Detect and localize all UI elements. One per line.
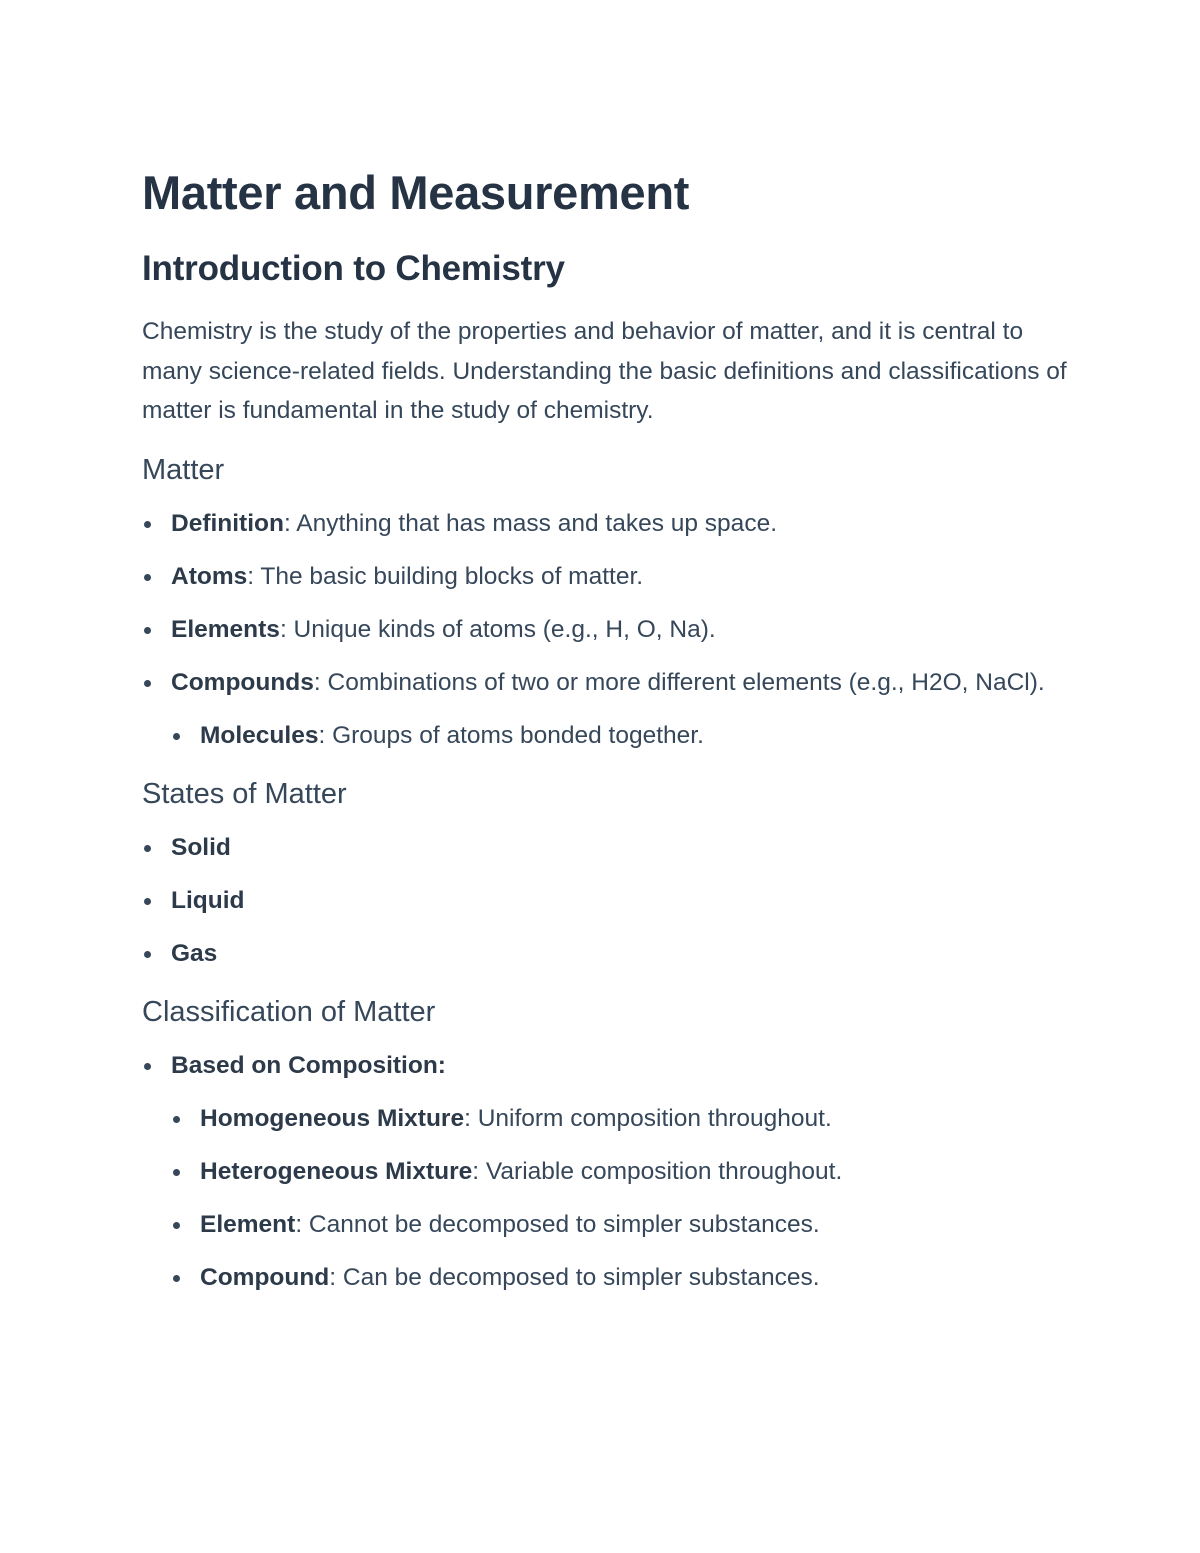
item-term: Atoms xyxy=(171,562,248,590)
list-item xyxy=(142,881,1072,920)
item-term: Compound xyxy=(200,1263,330,1291)
document-page xyxy=(142,160,1072,1311)
intro-paragraph: Chemistry is the study of the properties and behavior of matter, and it is central to many science-related fields. Understanding the basic definitions and classifications of matter is fundamental in the study of chemistry. xyxy=(142,318,1067,424)
list-item xyxy=(142,504,1072,543)
item-term: Compounds xyxy=(171,668,314,696)
item-text: : Unique kinds of atoms (e.g., H, O, Na). xyxy=(279,615,716,643)
classification-sublist xyxy=(171,1099,1072,1297)
list-item xyxy=(142,663,1072,755)
matter-heading: Matter xyxy=(142,453,225,486)
item-term: Heterogeneous Mixture xyxy=(200,1157,473,1185)
list-item xyxy=(142,1046,1072,1297)
state-liquid: Liquid xyxy=(171,886,245,914)
item-text: : Groups of atoms bonded together. xyxy=(318,721,704,749)
list-item xyxy=(171,1205,1072,1244)
item-term: Molecules xyxy=(200,721,319,749)
item-term: Elements xyxy=(171,615,280,643)
item-text: : Uniform composition throughout. xyxy=(464,1104,832,1132)
state-solid: Solid xyxy=(171,833,231,861)
item-text: : The basic building blocks of matter. xyxy=(247,562,644,590)
item-term: Definition xyxy=(171,509,284,537)
list-item xyxy=(142,557,1072,596)
classification-heading: Classification of Matter xyxy=(142,995,436,1028)
list-item xyxy=(171,1258,1072,1297)
states-heading: States of Matter xyxy=(142,777,347,810)
state-gas: Gas xyxy=(171,939,218,967)
page-title: Matter and Measurement xyxy=(142,166,690,219)
item-term: Element xyxy=(200,1210,296,1238)
matter-list xyxy=(142,504,1072,755)
list-item xyxy=(171,1152,1072,1191)
group-label: Based on Composition: xyxy=(171,1051,446,1079)
list-item xyxy=(142,934,1072,973)
item-text: : Variable composition throughout. xyxy=(472,1157,843,1185)
section-heading: Introduction to Chemistry xyxy=(142,249,565,288)
matter-sublist xyxy=(171,716,1072,755)
list-item xyxy=(171,1099,1072,1138)
item-term: Homogeneous Mixture xyxy=(200,1104,465,1132)
list-item xyxy=(171,716,1072,755)
item-text: : Cannot be decomposed to simpler substances. xyxy=(295,1210,820,1238)
list-item xyxy=(142,610,1072,649)
list-item xyxy=(142,828,1072,867)
states-list xyxy=(142,828,1072,973)
item-text: : Combinations of two or more different elements (e.g., H2O, NaCl). xyxy=(313,668,1045,696)
item-text: : Anything that has mass and takes up space. xyxy=(283,509,777,537)
classification-list xyxy=(142,1046,1072,1297)
item-text: : Can be decomposed to simpler substances. xyxy=(329,1263,820,1291)
